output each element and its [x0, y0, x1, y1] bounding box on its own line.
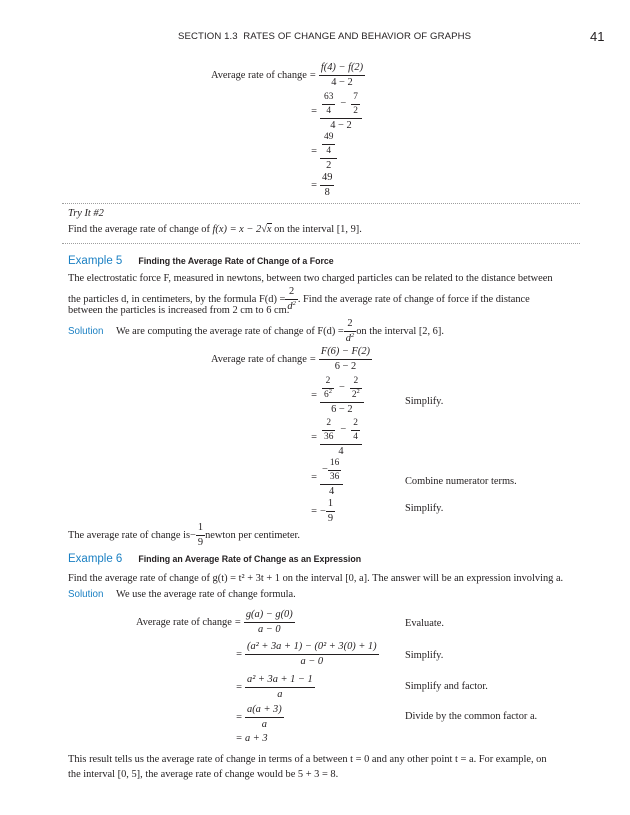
fraction-numerator: F(6) − F(2): [319, 346, 372, 360]
minus-sign: −: [340, 424, 347, 436]
eq6-step3: [233, 674, 315, 701]
fraction-denominator: 4: [353, 431, 358, 442]
fraction-denominator: 2: [326, 159, 332, 171]
eq1-complex-fraction: [320, 132, 337, 172]
exponent: 2: [328, 387, 332, 395]
equals-sign: =: [234, 616, 241, 628]
fraction-numerator: 2: [322, 376, 334, 389]
divider-top: [62, 203, 580, 204]
example-label: Example 6: [68, 553, 123, 565]
fraction-denominator: 4 − 2: [330, 119, 352, 131]
result-expression: a + 3: [245, 733, 268, 744]
eq1-step1: [211, 62, 365, 89]
fraction-denominator: d: [345, 332, 351, 344]
equals-sign: =: [309, 69, 316, 81]
eq1-fraction: [320, 172, 334, 199]
fraction-denominator: 9: [327, 512, 334, 524]
eq6-fraction: [245, 674, 315, 701]
fraction-denominator: 6 − 2: [331, 403, 353, 415]
equals-sign: =: [236, 711, 242, 723]
eq1-label: Average rate of change: [211, 69, 307, 81]
eq6-note-evaluate: Evaluate.: [405, 618, 444, 629]
example6-conclusion-line1: This result tells us the average rate of change in terms of a between t = 0 and any other point t = a. For example, on: [68, 754, 547, 765]
eq5-label: Average rate of change: [211, 353, 307, 365]
try-it-label: Try It #2: [68, 208, 104, 219]
eq6-step2: [233, 641, 379, 668]
solution-label: Solution: [68, 589, 104, 600]
eq6-note-factor: Simplify and factor.: [405, 681, 488, 692]
exponent: 2: [356, 387, 360, 395]
fraction-numerator: 2: [350, 376, 362, 389]
eq1-step3: [308, 132, 337, 172]
minus-sign: −: [338, 382, 345, 394]
fraction-numerator: (a² + 3a + 1) − (0² + 3(0) + 1): [245, 641, 379, 655]
minus-sign: −: [322, 464, 328, 476]
fraction-numerator: 1: [326, 498, 335, 512]
section-title: RATES OF CHANGE AND BEHAVIOR OF GRAPHS: [243, 31, 472, 42]
problem-text: the particles d, in centimeters, by the formula F(d) =: [68, 293, 286, 305]
equals-sign: =: [309, 353, 316, 365]
problem-text: . Find the average rate of change of force if the distance: [297, 293, 530, 305]
eq6-step4: [233, 704, 284, 731]
example5-conclusion: [68, 522, 300, 549]
fraction-numerator: 63: [322, 92, 335, 105]
exponent: 2: [350, 331, 355, 339]
example-label: Example 5: [68, 255, 123, 267]
fraction-denominator: 4: [326, 145, 332, 156]
eq1-step4: [308, 172, 334, 199]
eq5-step3: [308, 418, 362, 458]
minus-sign: −: [190, 529, 196, 541]
solution-label: Solution: [68, 325, 104, 337]
example5-problem-line3: between the particles is increased from 2 cm to 6 cm.: [68, 305, 290, 316]
fraction-numerator: f(4) − f(2): [319, 62, 365, 76]
fraction-denominator: 36: [324, 431, 334, 442]
fraction-denominator: 36: [329, 471, 340, 482]
equals-sign: =: [236, 733, 242, 744]
solution-text: on the interval [2, 6].: [356, 325, 444, 337]
conclusion-fraction: [196, 522, 205, 549]
fraction-numerator: g(a) − g(0): [244, 609, 295, 623]
equals-sign: =: [236, 648, 242, 660]
try-it-prefix: Find the average rate of change of: [68, 224, 213, 235]
eq6-note-simplify: Simplify.: [405, 650, 444, 661]
eq5-complex-fraction: [320, 458, 343, 498]
function-expression: f(x) = x − 2: [212, 224, 262, 235]
eq1-step2: [308, 92, 362, 132]
example5-problem-line1: The electrostatic force F, measured in newtons, between two charged particles can be related to the distance between: [68, 273, 553, 284]
sqrt-symbol: √: [261, 224, 267, 235]
equals-sign: =: [311, 106, 317, 118]
fraction-denominator: 8: [324, 186, 330, 198]
fraction-numerator: a² + 3a + 1 − 1: [245, 674, 315, 688]
conclusion-text: newton per centimeter.: [205, 529, 301, 541]
eq6-label: Average rate of change: [136, 616, 232, 628]
minus-sign: −: [340, 98, 347, 110]
fraction-denominator: 2: [353, 105, 358, 116]
eq5-step4: [308, 458, 343, 498]
equals-sign: =: [311, 505, 317, 517]
fraction-numerator: 49: [322, 132, 335, 145]
fraction-denominator: d: [287, 300, 293, 312]
fraction-numerator: 49: [320, 172, 334, 186]
fraction-numerator: 1: [196, 522, 205, 536]
fraction-numerator: 2: [285, 286, 297, 300]
eq5-step1: [211, 346, 372, 373]
page-number: 41: [590, 29, 605, 44]
fraction-numerator: 7: [351, 92, 360, 105]
fraction-denominator: 4 − 2: [331, 76, 353, 88]
fraction-denominator: 2: [351, 389, 357, 400]
fraction-denominator: a − 0: [257, 623, 281, 635]
fraction-denominator: 4: [338, 445, 344, 457]
example-title: Finding the Average Rate of Change of a Force: [138, 256, 334, 266]
fraction-numerator: a(a + 3): [245, 704, 284, 718]
equals-sign: =: [311, 146, 317, 158]
eq5-complex-fraction: [320, 376, 364, 416]
running-header: [178, 31, 471, 42]
try-it-text: [68, 224, 362, 235]
example5-solution: [68, 318, 444, 345]
fraction-denominator: 6: [324, 389, 329, 400]
example6-conclusion-line2: the interval [0, 5], the average rate of change would be 5 + 3 = 8.: [68, 769, 339, 780]
example-title: Finding an Average Rate of Change as an Expression: [138, 554, 362, 564]
minus-sign: −: [320, 505, 326, 517]
equals-sign: =: [311, 432, 317, 444]
fraction-denominator: 4: [329, 485, 335, 497]
solution-text: We are computing the average rate of change of F(d) =: [116, 325, 344, 337]
solution-text: We use the average rate of change formula.: [116, 589, 296, 600]
example5-heading: [68, 255, 334, 267]
conclusion-text: The average rate of change is: [68, 529, 191, 541]
radicand: x: [266, 224, 272, 235]
eq5-complex-fraction: [320, 418, 362, 458]
fraction-denominator: 9: [197, 536, 204, 548]
exponent: 2: [292, 299, 296, 307]
fraction-denominator: a: [277, 688, 283, 700]
divider-bottom: [62, 243, 580, 244]
fraction-denominator: 6 − 2: [334, 360, 357, 372]
equals-sign: =: [311, 179, 317, 191]
section-number: SECTION 1.3: [178, 31, 238, 42]
eq1-complex-fraction: [320, 92, 362, 132]
eq6-note-divide: Divide by the common factor a.: [405, 711, 538, 722]
equals-sign: =: [311, 472, 317, 484]
eq5-note-combine: Combine numerator terms.: [405, 476, 517, 487]
fraction-numerator: 2: [344, 318, 356, 332]
eq5-fraction: [319, 346, 372, 373]
try-it-suffix: on the interval [1, 9].: [271, 224, 362, 235]
eq6-step1: [136, 609, 295, 636]
eq6-fraction: [245, 641, 379, 668]
example6-heading: [68, 553, 361, 565]
example6-solution: [68, 589, 296, 600]
equals-sign: =: [311, 390, 317, 402]
eq5-fraction: [326, 498, 335, 525]
equals-sign: =: [236, 681, 242, 693]
fraction-denominator: 4: [326, 105, 332, 116]
fraction-numerator: 2: [351, 418, 360, 431]
eq6-fraction: [245, 704, 284, 731]
eq6-fraction: [244, 609, 295, 636]
fraction-denominator: a − 0: [300, 655, 324, 667]
eq5-note-simplify-2: Simplify.: [405, 503, 444, 514]
eq5-step2: [308, 376, 364, 416]
example6-problem: Find the average rate of change of g(t) = t² + 3t + 1 on the interval [0, a]. The answer will be an expression involving a.: [68, 573, 564, 584]
fraction-denominator: a: [261, 718, 267, 730]
fraction-numerator: 16: [328, 458, 341, 471]
fraction-numerator: 2: [322, 418, 335, 431]
eq5-note-simplify: Simplify.: [405, 396, 444, 407]
eq5-step5: [308, 498, 335, 525]
eq1-fraction: [319, 62, 365, 89]
eq6-step5: [233, 733, 268, 744]
force-formula: [344, 318, 356, 345]
